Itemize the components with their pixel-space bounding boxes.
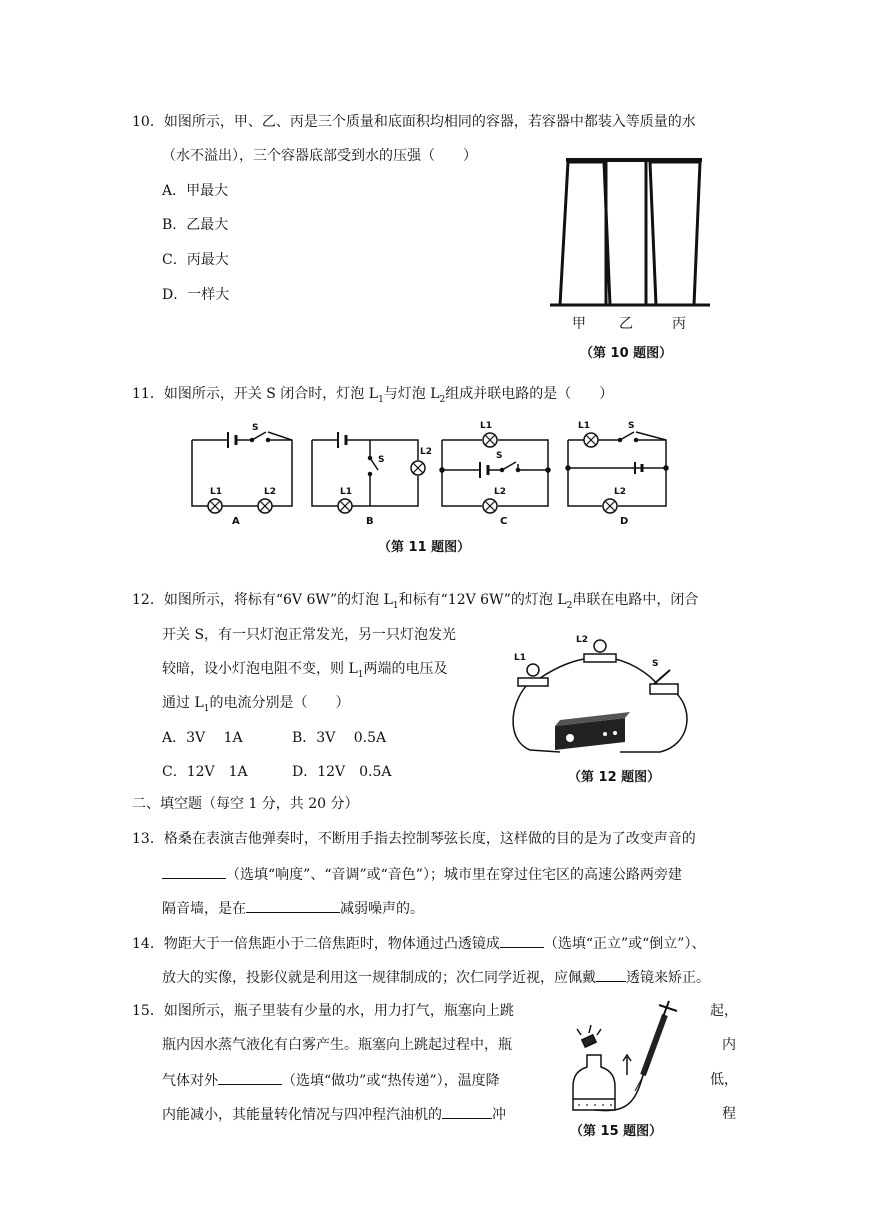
q12-option-a: A．3V 1A (162, 730, 243, 746)
q14-line2: 放大的实像，投影仪就是利用这一规律制成的；次仁同学近视，应佩戴 透镜来矫正。 (162, 967, 710, 988)
q15-line1a: 15．如图所示，瓶子里装有少量的水，用力打气，瓶塞向上跳 (132, 1003, 514, 1019)
q14-line1: 14．物距大于一倍焦距小于二倍焦距时，物体通过凸透镜成 （选填“正立”或“倒立”）、 (132, 933, 705, 954)
q10-option-d: D．一样大 (162, 287, 230, 303)
q12-stem-line3: 较暗，设小灯泡电阻不变，则 $L_1$两端的电压及 (162, 661, 448, 680)
circuit-b-l1-label: L1 (340, 487, 352, 497)
q15-line3: 气体对外 （选填“做功”或“热传递”），温度降 (162, 1070, 500, 1091)
q15-line4c: 程 (722, 1106, 736, 1122)
q11-stem: 11．如图所示，开关 S 闭合时，灯泡 $L_1$与灯泡 $L_2$组成并联电路的是（ ） (132, 386, 614, 405)
q15-bottle-pump-figure (565, 995, 695, 1115)
q10-stem-line1: 10．如图所示，甲、乙、丙是三个质量和底面积均相同的容器，若容器中都装入等质量的水 (132, 114, 696, 130)
q15-line2b: 内 (722, 1037, 736, 1053)
circuit-c-l2-label: L2 (494, 487, 506, 497)
q12-option-d: D．12V 0.5A (292, 764, 392, 780)
q15-line1b: 起， (710, 1003, 738, 1019)
q10-label-bing: 丙 (672, 316, 686, 332)
q11-caption: （第 11 题图） (378, 540, 471, 555)
q12-stem-line1: 12．如图所示，将标有“6V 6W”的灯泡 $L_1$和标有“12V 6W”的灯泡 $L_2$串联在电路中，闭合 (132, 592, 699, 611)
q12-circuit-photo (500, 630, 700, 760)
q12-caption: （第 12 题图） (568, 770, 661, 785)
q14-blank-1[interactable] (500, 933, 544, 948)
q13-line3: 隔音墙，是在 减弱噪声的。 (162, 898, 424, 919)
section2-heading: 二、填空题（每空 1 分，共 20 分） (132, 796, 359, 812)
q12-fig-l2-label: L2 (576, 635, 588, 645)
q15-blank-1[interactable] (218, 1070, 282, 1085)
q15-line4: 内能减小，其能量转化情况与四冲程汽油机的 冲 (162, 1104, 506, 1125)
q10-containers-figure (540, 150, 720, 310)
q11-circuits-figure (180, 418, 680, 533)
q10-option-c: C．丙最大 (162, 252, 229, 268)
q10-stem-line2: （水不溢出），三个容器底部受到水的压强（ ） (162, 148, 477, 164)
circuit-a (192, 432, 292, 506)
q15-line3c: 低， (710, 1072, 738, 1088)
q13-line2: （选填“响度”、“音调”或“音色”）；城市里在穿过住宅区的高速公路两旁建 (162, 864, 682, 885)
q14-blank-2[interactable] (596, 967, 626, 982)
circuit-c-letter: C (500, 516, 508, 527)
q15-caption: （第 15 题图） (570, 1124, 663, 1139)
q15-blank-2[interactable] (442, 1104, 492, 1119)
q12-fig-l1-label: L1 (514, 653, 526, 663)
q10-option-a: A．甲最大 (162, 183, 229, 199)
circuit-a-l1-label: L1 (210, 487, 222, 497)
circuit-d-switch-label: S (628, 421, 635, 431)
q15-line2a: 瓶内因水蒸气液化有白雾产生。瓶塞向上跳起过程中，瓶 (162, 1037, 512, 1053)
circuit-a-letter: A (232, 516, 240, 527)
q12-stem-line2: 开关 S，有一只灯泡正常发光，另一只灯泡发光 (162, 627, 457, 643)
q13-blank-1[interactable] (162, 864, 226, 879)
circuit-d-l2-label: L2 (614, 487, 626, 497)
q12-option-b: B．3V 0.5A (292, 730, 387, 746)
q10-option-b: B．乙最大 (162, 217, 229, 233)
q12-option-c: C．12V 1A (162, 764, 248, 780)
q13-line1: 13．格桑在表演吉他弹奏时，不断用手指去控制琴弦长度，这样做的目的是为了改变声音的 (132, 831, 696, 847)
circuit-b-letter: B (366, 516, 374, 527)
circuit-b-l2-label: L2 (420, 447, 432, 457)
circuit-a-l2-label: L2 (264, 487, 276, 497)
circuit-b (312, 432, 418, 506)
q10-label-jia: 甲 (572, 316, 586, 332)
circuit-c-switch-label: S (496, 451, 503, 461)
circuit-d-l1-label: L1 (578, 421, 590, 431)
circuit-c-l1-label: L1 (480, 421, 492, 431)
q12-stem-line4: 通过 $L_1$的电流分别是（ ） (162, 695, 350, 714)
circuit-b-switch-label: S (378, 455, 385, 465)
q10-label-yi: 乙 (619, 316, 633, 332)
circuit-d-letter: D (620, 516, 629, 527)
q12-fig-s-label: S (652, 659, 659, 669)
q10-caption: （第 10 题图） (580, 346, 673, 361)
circuit-a-switch-label: S (252, 423, 259, 433)
q13-blank-2[interactable] (246, 898, 340, 913)
